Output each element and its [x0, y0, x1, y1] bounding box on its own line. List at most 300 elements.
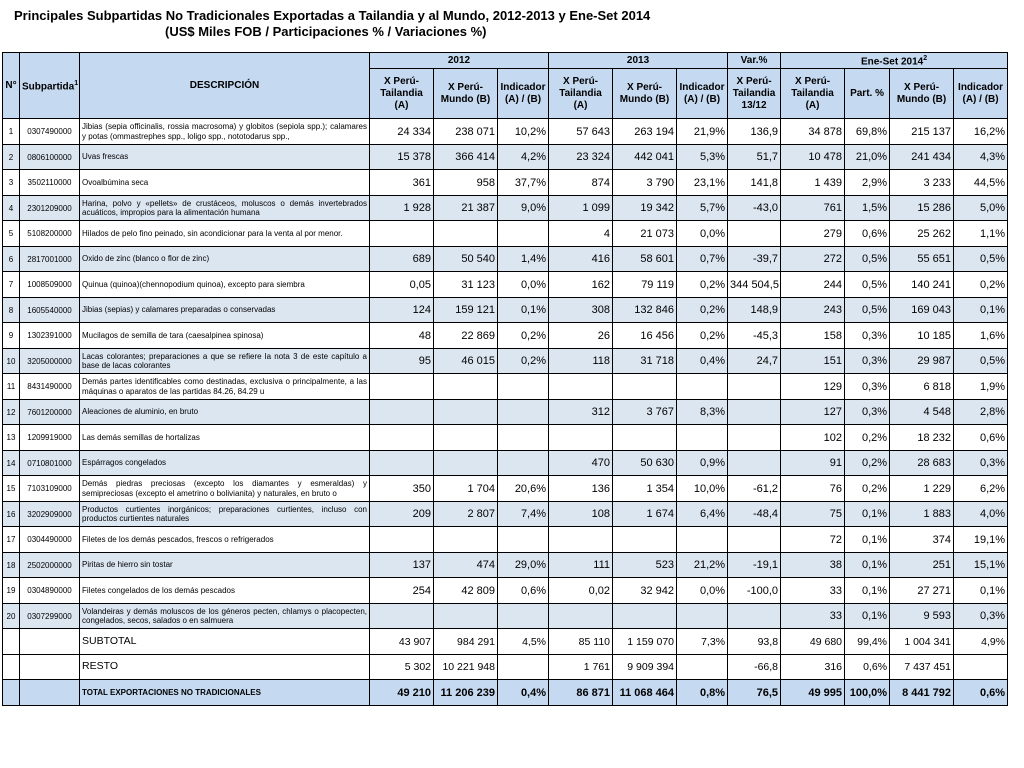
row-value-p14: 1,5%: [845, 195, 890, 221]
row-number: 7: [3, 272, 20, 298]
row-value-a14: 33: [781, 578, 845, 604]
subtotal-value-b14: 1 004 341: [890, 629, 954, 655]
table-row: [3, 297, 1008, 323]
row-value-a14: 10 478: [781, 144, 845, 170]
row-value-b12: 22 869: [434, 323, 498, 349]
row-value-b14: 9 593: [890, 603, 954, 629]
row-value-b14: 4 548: [890, 399, 954, 425]
row-value-a12: [370, 425, 434, 451]
header-year-2012: 2012: [370, 53, 549, 69]
row-value-i12: 9,0%: [498, 195, 549, 221]
row-value-i13: 0,4%: [677, 348, 728, 374]
title-line-1: Principales Subpartidas No Tradicionales Exportadas a Tailandia y al Mundo, 2012-2013 y Ene-Set 2014: [14, 8, 651, 23]
row-value-i13: [677, 527, 728, 553]
row-value-a12: 95: [370, 348, 434, 374]
row-value-i13: 10,0%: [677, 476, 728, 502]
header-xpm-2013: X Perú-Mundo (B): [613, 69, 677, 119]
row-value-i14: 0,1%: [954, 578, 1008, 604]
row-value-p14: 0,2%: [845, 450, 890, 476]
row-value-i14: 5,0%: [954, 195, 1008, 221]
row-subpartida: 0307299000: [20, 603, 80, 629]
row-value-v: [728, 425, 781, 451]
row-value-a13: 416: [549, 246, 613, 272]
row-value-b14: 140 241: [890, 272, 954, 298]
row-description: Quinua (quinoa)(chennopodium quinoa), excepto para siembra: [80, 272, 370, 298]
row-value-i12: [498, 221, 549, 247]
header-ind-2012: Indicador (A) / (B): [498, 69, 549, 119]
row-number: 3: [3, 170, 20, 196]
row-value-v: -48,4: [728, 501, 781, 527]
row-subpartida: 1008509000: [20, 272, 80, 298]
row-value-a13: 470: [549, 450, 613, 476]
row-value-b12: 31 123: [434, 272, 498, 298]
row-value-i12: [498, 527, 549, 553]
row-value-a13: 57 643: [549, 119, 613, 145]
table-row: [3, 527, 1008, 553]
header-part-2014: Part. %: [845, 69, 890, 119]
row-value-a12: 209: [370, 501, 434, 527]
subtotal-value-i12: 4,5%: [498, 629, 549, 655]
table-row: [3, 374, 1008, 400]
row-number: 19: [3, 578, 20, 604]
row-value-i14: 44,5%: [954, 170, 1008, 196]
row-number: 20: [3, 603, 20, 629]
row-value-a14: 243: [781, 297, 845, 323]
subtotal-value-i14: 4,9%: [954, 629, 1008, 655]
row-value-a13: 308: [549, 297, 613, 323]
row-value-i14: 0,3%: [954, 450, 1008, 476]
subtotal-code: [20, 629, 80, 655]
row-subpartida: 3205000000: [20, 348, 80, 374]
row-value-p14: 0,1%: [845, 501, 890, 527]
row-value-i12: [498, 425, 549, 451]
row-value-i13: [677, 374, 728, 400]
row-value-b14: 251: [890, 552, 954, 578]
row-value-i13: 21,9%: [677, 119, 728, 145]
row-value-a14: 761: [781, 195, 845, 221]
row-value-a14: 34 878: [781, 119, 845, 145]
row-value-i13: 5,3%: [677, 144, 728, 170]
header-xpm-2014: X Perú-Mundo (B): [890, 69, 954, 119]
header-n: N°: [3, 53, 20, 119]
row-value-a14: 158: [781, 323, 845, 349]
row-value-b14: 15 286: [890, 195, 954, 221]
row-value-i13: 0,2%: [677, 272, 728, 298]
row-value-v: -100,0: [728, 578, 781, 604]
row-value-a13: 4: [549, 221, 613, 247]
row-subpartida: 2502000000: [20, 552, 80, 578]
row-value-b12: [434, 374, 498, 400]
row-value-a12: 15 378: [370, 144, 434, 170]
row-value-i12: 29,0%: [498, 552, 549, 578]
row-value-i12: 7,4%: [498, 501, 549, 527]
subtotal-value-a14: 49 680: [781, 629, 845, 655]
row-subpartida: 1209919000: [20, 425, 80, 451]
row-value-a12: 48: [370, 323, 434, 349]
row-value-a13: 136: [549, 476, 613, 502]
row-value-p14: 0,3%: [845, 374, 890, 400]
row-value-i14: 0,5%: [954, 246, 1008, 272]
row-value-a14: 91: [781, 450, 845, 476]
row-value-i13: 21,2%: [677, 552, 728, 578]
row-value-i14: 1,1%: [954, 221, 1008, 247]
row-value-i14: 0,5%: [954, 348, 1008, 374]
row-value-a14: 102: [781, 425, 845, 451]
total-value-i14: 0,6%: [954, 680, 1008, 706]
row-value-p14: 0,5%: [845, 297, 890, 323]
row-number: 11: [3, 374, 20, 400]
row-value-a12: 137: [370, 552, 434, 578]
resto-value-a12: 5 302: [370, 654, 434, 680]
table-row: [3, 501, 1008, 527]
row-value-i14: 19,1%: [954, 527, 1008, 553]
row-value-b14: 28 683: [890, 450, 954, 476]
table-row: [3, 399, 1008, 425]
total-value-a12: 49 210: [370, 680, 434, 706]
row-description: Espárragos congelados: [80, 450, 370, 476]
header-year-2013: 2013: [549, 53, 728, 69]
row-value-a12: 689: [370, 246, 434, 272]
row-value-a12: [370, 527, 434, 553]
row-value-a13: 874: [549, 170, 613, 196]
row-value-i14: 1,6%: [954, 323, 1008, 349]
subtotal-value-p14: 99,4%: [845, 629, 890, 655]
row-value-a14: 129: [781, 374, 845, 400]
row-value-p14: 0,1%: [845, 603, 890, 629]
resto-value-p14: 0,6%: [845, 654, 890, 680]
table-row: [3, 221, 1008, 247]
row-value-v: -39,7: [728, 246, 781, 272]
row-value-b12: 21 387: [434, 195, 498, 221]
row-value-b12: 474: [434, 552, 498, 578]
row-value-a13: 111: [549, 552, 613, 578]
row-value-a14: 1 439: [781, 170, 845, 196]
row-value-a12: 124: [370, 297, 434, 323]
row-value-v: [728, 450, 781, 476]
resto-value-b12: 10 221 948: [434, 654, 498, 680]
row-value-b12: [434, 527, 498, 553]
row-description: Oxido de zinc (blanco o flor de zinc): [80, 246, 370, 272]
total-value-b12: 11 206 239: [434, 680, 498, 706]
subtotal-value-b13: 1 159 070: [613, 629, 677, 655]
row-subpartida: 5108200000: [20, 221, 80, 247]
row-value-a12: 254: [370, 578, 434, 604]
row-value-b12: [434, 450, 498, 476]
row-value-i12: [498, 399, 549, 425]
row-description: Las demás semillas de hortalizas: [80, 425, 370, 451]
header-subpartida: Subpartida$^1$: [20, 53, 80, 119]
row-value-b13: [613, 425, 677, 451]
row-value-i14: 4,0%: [954, 501, 1008, 527]
table-row: [3, 476, 1008, 502]
row-description: Lacas colorantes; preparaciones a que se refiere la nota 3 de este capítulo a base de lacas colorantes: [80, 348, 370, 374]
resto-value-a14: 316: [781, 654, 845, 680]
row-value-a13: 162: [549, 272, 613, 298]
row-value-a12: [370, 399, 434, 425]
row-description: Filetes de los demás pescados, frescos o refrigerados: [80, 527, 370, 553]
table-row: [3, 119, 1008, 145]
row-value-i14: 16,2%: [954, 119, 1008, 145]
row-subpartida: 7103109000: [20, 476, 80, 502]
row-description: Ovoalbúmina seca: [80, 170, 370, 196]
resto-n: [3, 654, 20, 680]
row-value-b13: 79 119: [613, 272, 677, 298]
row-value-a12: [370, 450, 434, 476]
row-value-p14: 2,9%: [845, 170, 890, 196]
row-value-b13: 132 846: [613, 297, 677, 323]
row-value-i12: 37,7%: [498, 170, 549, 196]
row-value-v: 141,8: [728, 170, 781, 196]
row-value-b14: 1 229: [890, 476, 954, 502]
row-value-b12: 159 121: [434, 297, 498, 323]
row-value-a13: [549, 603, 613, 629]
row-value-v: -43,0: [728, 195, 781, 221]
row-value-b14: 215 137: [890, 119, 954, 145]
row-value-b14: 3 233: [890, 170, 954, 196]
row-value-i13: 5,7%: [677, 195, 728, 221]
row-value-i12: 0,1%: [498, 297, 549, 323]
row-description: Jibias (sepias) y calamares preparadas o conservadas: [80, 297, 370, 323]
header-ind-2014: Indicador (A) / (B): [954, 69, 1008, 119]
row-value-b12: 1 704: [434, 476, 498, 502]
row-value-b13: 442 041: [613, 144, 677, 170]
row-value-i13: 23,1%: [677, 170, 728, 196]
row-value-b12: [434, 221, 498, 247]
resto-value-b13: 9 909 394: [613, 654, 677, 680]
row-value-i13: [677, 603, 728, 629]
row-value-b14: 241 434: [890, 144, 954, 170]
row-value-i12: [498, 603, 549, 629]
subtotal-value-b12: 984 291: [434, 629, 498, 655]
table-row: [3, 552, 1008, 578]
row-value-v: 344 504,5: [728, 272, 781, 298]
row-value-b13: 1 354: [613, 476, 677, 502]
row-value-a12: 350: [370, 476, 434, 502]
row-value-a13: 118: [549, 348, 613, 374]
row-value-p14: 0,3%: [845, 323, 890, 349]
row-value-b12: 2 807: [434, 501, 498, 527]
subtotal-value-v: 93,8: [728, 629, 781, 655]
row-value-i14: 6,2%: [954, 476, 1008, 502]
row-value-p14: 0,3%: [845, 348, 890, 374]
row-value-i14: 2,8%: [954, 399, 1008, 425]
row-value-b14: 374: [890, 527, 954, 553]
row-value-b13: 31 718: [613, 348, 677, 374]
row-value-b13: [613, 374, 677, 400]
row-value-a12: 361: [370, 170, 434, 196]
resto-code: [20, 654, 80, 680]
row-value-i13: 0,7%: [677, 246, 728, 272]
resto-value-i13: [677, 654, 728, 680]
row-value-a13: [549, 527, 613, 553]
row-value-p14: 0,2%: [845, 425, 890, 451]
header-xpt-2013: X Perú-Tailandia (A): [549, 69, 613, 119]
row-value-p14: 0,2%: [845, 476, 890, 502]
row-value-b13: [613, 527, 677, 553]
row-value-a12: [370, 374, 434, 400]
resto-value-b14: 7 437 451: [890, 654, 954, 680]
table-row: [3, 578, 1008, 604]
row-subpartida: 3202909000: [20, 501, 80, 527]
row-description: Piritas de hierro sin tostar: [80, 552, 370, 578]
row-value-b12: 46 015: [434, 348, 498, 374]
row-subpartida: 0806100000: [20, 144, 80, 170]
row-value-b13: [613, 603, 677, 629]
row-value-b12: 50 540: [434, 246, 498, 272]
row-value-b12: 238 071: [434, 119, 498, 145]
row-description: Hilados de pelo fino peinado, sin acondicionar para la venta al por menor.: [80, 221, 370, 247]
row-value-i13: 0,9%: [677, 450, 728, 476]
row-value-i14: 0,6%: [954, 425, 1008, 451]
subtotal-row: [3, 629, 1008, 655]
table-row: [3, 195, 1008, 221]
row-value-b13: 263 194: [613, 119, 677, 145]
row-value-b14: 10 185: [890, 323, 954, 349]
row-value-a13: 312: [549, 399, 613, 425]
row-value-a14: 272: [781, 246, 845, 272]
row-value-b13: 19 342: [613, 195, 677, 221]
header-ene-set-2014: Ene-Set 2014$^2$: [781, 53, 1008, 69]
row-number: 14: [3, 450, 20, 476]
row-value-a12: 24 334: [370, 119, 434, 145]
row-value-a12: 0,05: [370, 272, 434, 298]
row-value-a14: 279: [781, 221, 845, 247]
row-value-b13: 21 073: [613, 221, 677, 247]
row-subpartida: 0304890000: [20, 578, 80, 604]
row-value-b14: 25 262: [890, 221, 954, 247]
row-value-v: [728, 399, 781, 425]
row-value-a13: 26: [549, 323, 613, 349]
row-value-b12: [434, 425, 498, 451]
row-value-i13: 0,2%: [677, 323, 728, 349]
row-number: 1: [3, 119, 20, 145]
row-description: Demás piedras preciosas (excepto los diamantes y esmeraldas) y semipreciosas (excepto el ametrino o bolivianita) y naturales, en bruto o: [80, 476, 370, 502]
table-body: [3, 119, 1008, 706]
row-value-b12: 42 809: [434, 578, 498, 604]
row-number: 18: [3, 552, 20, 578]
row-number: 5: [3, 221, 20, 247]
header-ind-2013: Indicador (A) / (B): [677, 69, 728, 119]
row-value-a14: 33: [781, 603, 845, 629]
subtotal-value-a13: 85 110: [549, 629, 613, 655]
total-label: TOTAL EXPORTACIONES NO TRADICIONALES: [80, 680, 370, 706]
row-value-b13: 3 767: [613, 399, 677, 425]
row-value-a13: 108: [549, 501, 613, 527]
row-value-v: [728, 221, 781, 247]
row-value-b13: 1 674: [613, 501, 677, 527]
row-value-a13: 0,02: [549, 578, 613, 604]
header-xpm-2012: X Perú-Mundo (B): [434, 69, 498, 119]
row-description: Mucilagos de semilla de tara (caesalpinea spinosa): [80, 323, 370, 349]
row-value-p14: 0,1%: [845, 527, 890, 553]
subtotal-value-a12: 43 907: [370, 629, 434, 655]
row-value-i12: 0,2%: [498, 323, 549, 349]
row-subpartida: 7601200000: [20, 399, 80, 425]
row-subpartida: 8431490000: [20, 374, 80, 400]
row-value-p14: 0,3%: [845, 399, 890, 425]
row-value-p14: 69,8%: [845, 119, 890, 145]
row-value-i14: 4,3%: [954, 144, 1008, 170]
row-number: 8: [3, 297, 20, 323]
row-number: 2: [3, 144, 20, 170]
row-value-v: [728, 527, 781, 553]
row-value-i13: [677, 425, 728, 451]
row-value-i12: [498, 450, 549, 476]
row-value-a13: 23 324: [549, 144, 613, 170]
exports-table: [2, 52, 1008, 706]
row-value-p14: 0,5%: [845, 272, 890, 298]
row-value-b13: 58 601: [613, 246, 677, 272]
row-value-b13: 16 456: [613, 323, 677, 349]
row-value-b14: 6 818: [890, 374, 954, 400]
row-subpartida: 0304490000: [20, 527, 80, 553]
row-number: 6: [3, 246, 20, 272]
total-n: [3, 680, 20, 706]
row-value-i14: 0,2%: [954, 272, 1008, 298]
row-value-v: 24,7: [728, 348, 781, 374]
header-xpt-2014: X Perú-Tailandia (A): [781, 69, 845, 119]
title-line-2: (US$ Miles FOB / Participaciones % / Variaciones %): [165, 24, 487, 39]
resto-label: RESTO: [80, 654, 370, 680]
table-row: [3, 144, 1008, 170]
row-value-b12: [434, 603, 498, 629]
total-row: [3, 680, 1008, 706]
row-value-v: 148,9: [728, 297, 781, 323]
row-value-p14: 21,0%: [845, 144, 890, 170]
row-value-i12: 0,2%: [498, 348, 549, 374]
row-value-b12: 958: [434, 170, 498, 196]
row-subpartida: 2301209000: [20, 195, 80, 221]
table-row: [3, 603, 1008, 629]
row-value-i14: 0,1%: [954, 297, 1008, 323]
row-subpartida: 1605540000: [20, 297, 80, 323]
table-row: [3, 323, 1008, 349]
row-description: Uvas frescas: [80, 144, 370, 170]
row-value-b14: 1 883: [890, 501, 954, 527]
row-value-b13: 523: [613, 552, 677, 578]
row-value-v: 51,7: [728, 144, 781, 170]
row-value-a14: 38: [781, 552, 845, 578]
row-value-i14: 0,3%: [954, 603, 1008, 629]
row-description: Productos curtientes inorgánicos; preparaciones curtientes, incluso con productos curtientes naturales: [80, 501, 370, 527]
table-row: [3, 450, 1008, 476]
row-description: Jibias (sepia officinalis, rossia macrosoma) y globitos (sepiola spp.); calamares y potas (ommastrephes spp., loligo spp., nototodarus spp.,: [80, 119, 370, 145]
row-value-b14: 55 651: [890, 246, 954, 272]
table-row: [3, 170, 1008, 196]
row-value-i13: 8,3%: [677, 399, 728, 425]
row-description: Aleaciones de aluminio, en bruto: [80, 399, 370, 425]
subtotal-value-i13: 7,3%: [677, 629, 728, 655]
row-description: Volandeiras y demás moluscos de los géneros pecten, chlamys o placopecten, congelados, secos, salados o en salmuera: [80, 603, 370, 629]
row-value-v: 136,9: [728, 119, 781, 145]
header-var: Var.%: [728, 53, 781, 69]
subtotal-label: SUBTOTAL: [80, 629, 370, 655]
row-value-a14: 72: [781, 527, 845, 553]
row-value-i12: 0,0%: [498, 272, 549, 298]
row-value-b14: 29 987: [890, 348, 954, 374]
row-value-v: -19,1: [728, 552, 781, 578]
row-value-b13: 32 942: [613, 578, 677, 604]
row-value-v: [728, 374, 781, 400]
total-value-b13: 11 068 464: [613, 680, 677, 706]
row-value-v: -61,2: [728, 476, 781, 502]
row-subpartida: 1302391000: [20, 323, 80, 349]
header-var-xpt: X Perú-Tailandia 13/12: [728, 69, 781, 119]
row-value-a12: [370, 221, 434, 247]
row-value-p14: 0,5%: [845, 246, 890, 272]
total-code: [20, 680, 80, 706]
row-value-i13: 6,4%: [677, 501, 728, 527]
